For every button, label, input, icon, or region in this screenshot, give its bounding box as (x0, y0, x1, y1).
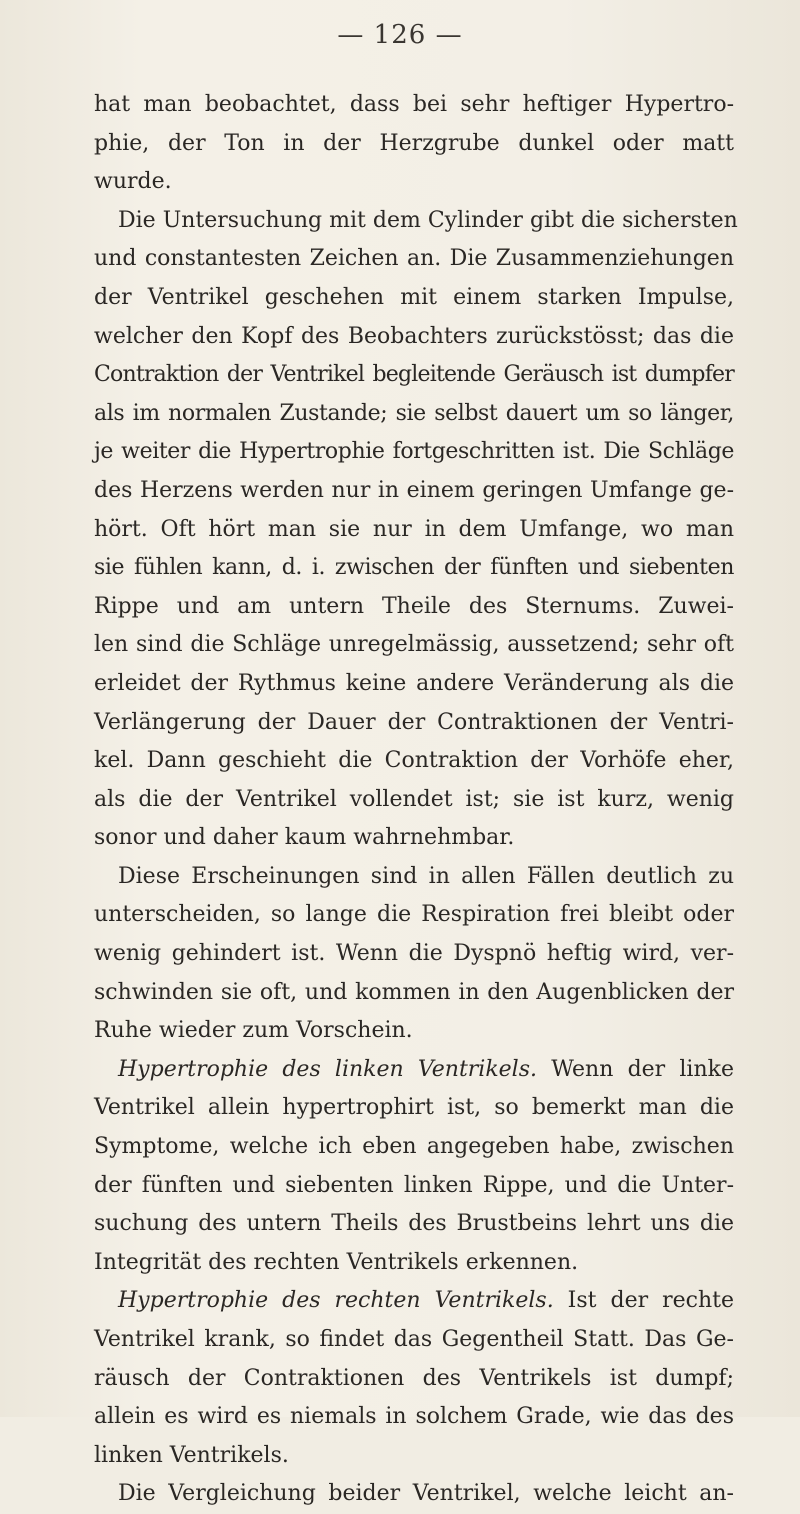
text-line: linken Ventrikels. (94, 1442, 289, 1468)
text-line: unterscheiden, so lange die Respiration frei bleibt oder (94, 902, 734, 928)
text-line: der fünften und siebenten linken Rippe, und die Unter- (94, 1172, 734, 1198)
text-line: je weiter die Hypertrophie fortgeschritten ist. Die Schläge (94, 439, 734, 465)
text-line: schwinden sie oft, und kommen in den Augenblicken der (94, 979, 734, 1005)
text-line: Integrität des rechten Ventrikels erkennen. (94, 1249, 579, 1275)
text-line (94, 1051, 734, 1090)
text-line: hört. Oft hört man sie nur in dem Umfange, wo man (94, 516, 734, 542)
text-line: Symptome, welche ich eben angegeben habe, zwischen (94, 1134, 734, 1160)
text-line: sonor und daher kaum wahrnehmbar. (94, 825, 515, 851)
text-line: wurde. (94, 169, 172, 195)
text-line: allein es wird es niemals in solchem Grade, wie das des (94, 1404, 734, 1430)
text-line: Die Untersuchung mit dem Cylinder gibt die sichersten (118, 207, 738, 233)
text-line: suchung des untern Theils des Brustbeins lehrt uns die (94, 1211, 734, 1237)
text-line: hat man beobachtet, dass bei sehr heftiger Hypertro- (94, 92, 734, 117)
text-line: welcher den Kopf des Beobachters zurückstösst; das die (94, 323, 734, 349)
text-segment: Ist der rechte (553, 1288, 734, 1314)
text-line: des Herzens werden nur in einem geringen Umfange ge- (94, 477, 734, 503)
text-line: Ventrikel allein hypertrophirt ist, so bemerkt man die (94, 1095, 734, 1121)
text-line: Rippe und am untern Theile des Sternums. Zuwei- (94, 593, 734, 619)
text-line: len sind die Schläge unregelmässig, aussetzend; sehr oft (94, 632, 734, 658)
text-line: und constantesten Zeichen an. Die Zusammenziehungen (94, 246, 734, 272)
text-line: erleidet der Rythmus keine andere Veränderung als die (94, 670, 734, 696)
text-line: Verlängerung der Dauer der Contraktionen der Ventri- (94, 709, 734, 735)
text-line: Contraktion der Ventrikel begleitende Geräusch ist dumpfer (94, 362, 734, 388)
body-text (94, 86, 738, 1514)
text-line: als die der Ventrikel vollendet ist; sie ist kurz, wenig (94, 786, 734, 812)
text-line (94, 1282, 734, 1321)
text-line: wenig gehindert ist. Wenn die Dyspnö heftig wird, ver- (94, 941, 734, 967)
text-line: kel. Dann geschieht die Contraktion der Vorhöfe eher, (94, 748, 734, 774)
text-line: als im normalen Zustande; sie selbst dauert um so länger, (94, 400, 734, 426)
page-number: — 126 — (337, 20, 463, 50)
section-heading: Hypertrophie des linken Ventrikels. (118, 1056, 538, 1082)
text-line: der Ventrikel geschehen mit einem starken Impulse, (94, 284, 734, 310)
text-line: sie fühlen kann, d. i. zwischen der fünften und siebenten (94, 555, 734, 581)
text-line: phie, der Ton in der Herzgrube dunkel oder matt (94, 130, 734, 156)
text-line: Diese Erscheinungen sind in allen Fällen deutlich zu (118, 863, 734, 889)
text-line: Die Vergleichung beider Ventrikel, welche leicht an- (118, 1481, 734, 1507)
text-line: Ventrikel krank, so findet das Gegentheil Statt. Das Ge- (94, 1327, 734, 1352)
text-line: räusch der Contraktionen des Ventrikels ist dumpf; (94, 1365, 734, 1391)
text-segment: Wenn der linke (537, 1056, 734, 1082)
text-line: Ruhe wieder zum Vorschein. (94, 1018, 413, 1044)
section-heading: Hypertrophie des rechten Ventrikels. (118, 1288, 554, 1314)
